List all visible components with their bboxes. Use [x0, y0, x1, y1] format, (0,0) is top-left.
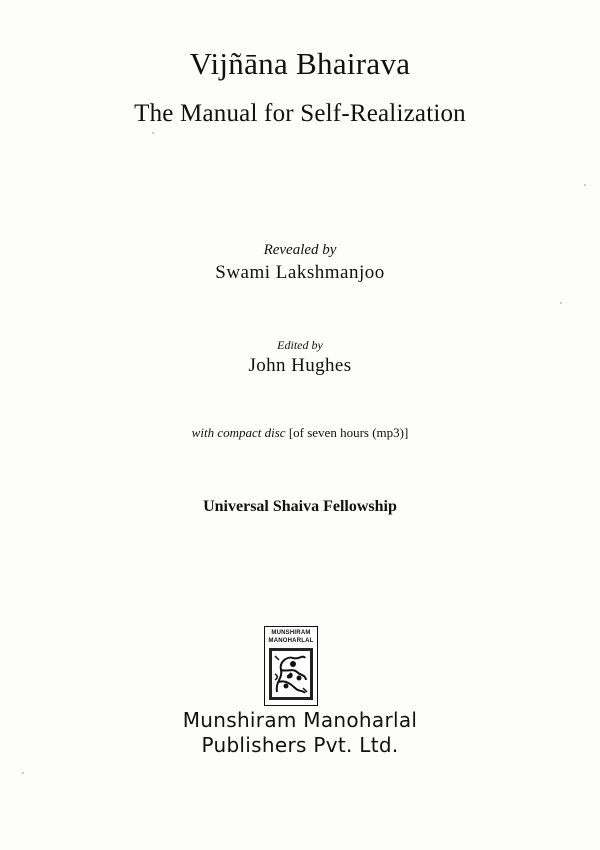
book-title: Vijñāna Bhairava — [189, 46, 411, 81]
page-speck — [152, 132, 154, 134]
ornament-icon — [269, 648, 313, 700]
compact-disc-detail: [of seven hours (mp3)] — [285, 425, 409, 440]
compact-disc-note — [0, 425, 600, 441]
logo-line-2: MANOHARLAL — [268, 638, 314, 644]
compact-disc-italic: with compact disc — [191, 425, 286, 440]
page-speck — [22, 772, 24, 774]
publisher-name — [0, 708, 600, 758]
book-subtitle: The Manual for Self-Realization — [134, 100, 466, 127]
page-speck — [560, 302, 562, 304]
page-speck — [584, 184, 586, 186]
publisher-line-2: Publishers Pvt. Ltd. — [201, 733, 399, 757]
revealed-by-label: Revealed by — [263, 242, 337, 258]
fellowship-name: Universal Shaiva Fellowship — [203, 498, 397, 515]
author-name: Swami Lakshmanjoo — [215, 262, 385, 283]
publisher-logo — [264, 626, 318, 706]
logo-line-1: MUNSHIRAM — [271, 630, 311, 636]
publisher-line-1: Munshiram Manoharlal — [182, 708, 418, 732]
edited-by-label: Edited by — [277, 338, 323, 352]
editor-name: John Hughes — [248, 355, 352, 376]
